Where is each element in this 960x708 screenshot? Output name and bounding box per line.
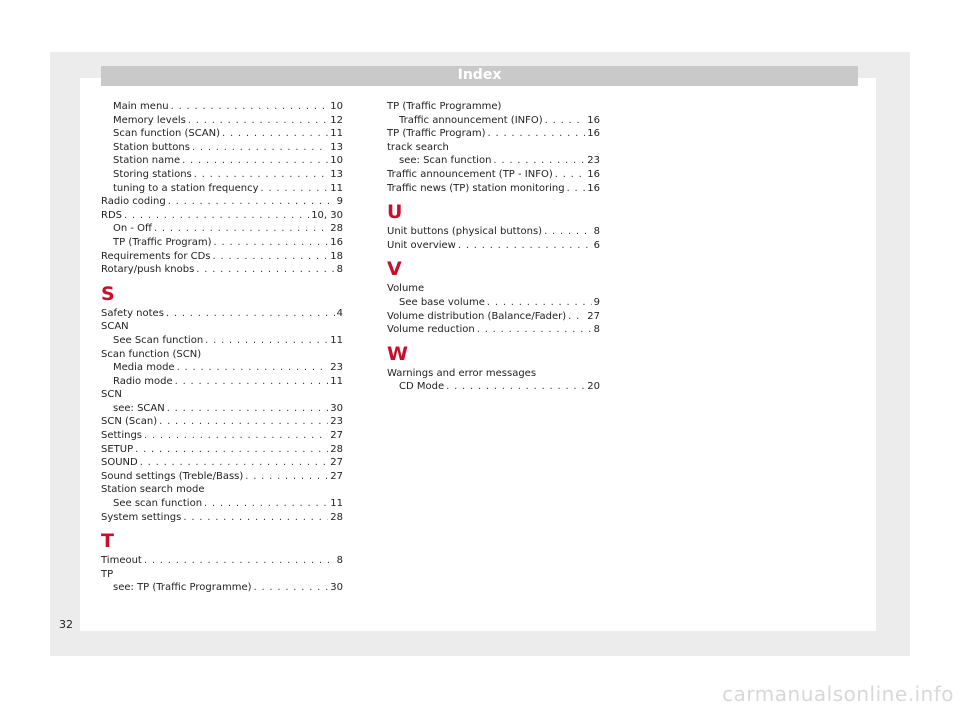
- index-entry[interactable]: [387, 154, 600, 168]
- index-entry[interactable]: [101, 307, 343, 321]
- index-entry[interactable]: [101, 209, 343, 223]
- index-entry-page: 16: [330, 236, 343, 248]
- index-entry[interactable]: [101, 222, 343, 236]
- index-entry[interactable]: [101, 114, 343, 128]
- index-entry-label: Safety notes: [101, 307, 164, 319]
- index-entry[interactable]: [101, 375, 343, 389]
- index-entry-label: TP (Traffic Program): [387, 128, 486, 140]
- index-entry[interactable]: [101, 168, 343, 182]
- index-entry-label: tuning to a station frequency: [113, 182, 259, 194]
- leader-dots: [168, 195, 335, 209]
- leader-dots: [568, 310, 585, 324]
- leader-dots: [204, 497, 328, 511]
- index-heading: Volume: [387, 283, 425, 295]
- index-entry-label: SOUND: [101, 457, 138, 469]
- index-entry[interactable]: [101, 443, 343, 457]
- index-entry-page: 11: [330, 375, 343, 387]
- leader-dots: [245, 470, 328, 484]
- leader-dots: [254, 581, 329, 595]
- index-entry[interactable]: [101, 470, 343, 484]
- index-entry[interactable]: [101, 141, 343, 155]
- index-entry-label: RDS: [101, 209, 122, 221]
- leader-dots: [544, 225, 592, 239]
- leader-dots: [140, 456, 329, 470]
- leader-dots: [205, 334, 328, 348]
- index-entry-page: 30: [330, 582, 343, 594]
- index-entry-page: 16: [587, 168, 600, 180]
- index-entry-page: 10, 30: [311, 209, 343, 221]
- index-entry-page: 10: [330, 155, 343, 167]
- index-entry-label: Storing stations: [113, 168, 192, 180]
- leader-dots: [192, 141, 328, 155]
- leader-dots: [183, 511, 328, 525]
- leader-dots: [144, 429, 328, 443]
- leader-dots: [194, 168, 329, 182]
- leader-dots: [135, 443, 328, 457]
- leader-dots: [567, 182, 586, 196]
- index-column-right: [387, 100, 600, 394]
- leader-dots: [493, 154, 585, 168]
- header-bar: [101, 66, 858, 86]
- index-entry-label: Unit buttons (physical buttons): [387, 226, 543, 238]
- index-entry[interactable]: [101, 429, 343, 443]
- index-entry-label: Rotary/push knobs: [101, 264, 195, 276]
- index-entry[interactable]: [387, 239, 600, 253]
- index-entry-label: Radio coding: [101, 196, 166, 208]
- index-entry-label: Scan function (SCAN): [113, 128, 220, 140]
- index-entry[interactable]: [387, 127, 600, 141]
- index-entry-page: 9: [336, 196, 343, 208]
- index-entry-label: see: Scan function: [399, 155, 492, 167]
- index-entry[interactable]: [387, 380, 600, 394]
- leader-dots: [446, 380, 585, 394]
- leader-dots: [166, 307, 335, 321]
- leader-dots: [188, 114, 328, 128]
- index-entry-page: 28: [330, 223, 343, 235]
- index-entry[interactable]: [101, 456, 343, 470]
- index-entry-page: 23: [330, 362, 343, 374]
- page-number: 32: [59, 618, 73, 631]
- index-entry-page: 27: [330, 457, 343, 469]
- index-section-letter: W: [387, 342, 408, 365]
- watermark: carmanualsonline.info: [722, 682, 954, 706]
- index-entry[interactable]: [101, 127, 343, 141]
- leader-dots: [177, 361, 329, 375]
- index-heading: SCAN: [101, 321, 129, 333]
- index-entry-label: Volume distribution (Balance/Fader): [387, 310, 567, 322]
- index-entry-page: 23: [330, 416, 343, 428]
- index-entry[interactable]: [387, 168, 600, 182]
- leader-dots: [154, 222, 328, 236]
- index-entry-label: SETUP: [101, 443, 134, 455]
- index-entry-label: See Scan function: [113, 334, 204, 346]
- index-heading: Warnings and error messages: [387, 367, 537, 379]
- index-entry[interactable]: [101, 250, 343, 264]
- index-entry-page: 8: [593, 226, 600, 238]
- index-entry[interactable]: [101, 182, 343, 196]
- index-entry-label: CD Mode: [399, 381, 445, 393]
- index-entry-label: SCN (Scan): [101, 416, 158, 428]
- index-entry-label: Main menu: [113, 101, 169, 112]
- index-entry-label: Station buttons: [113, 141, 190, 153]
- index-entry[interactable]: [387, 225, 600, 239]
- index-entry-page: 11: [330, 182, 343, 194]
- index-entry[interactable]: [101, 361, 343, 375]
- leader-dots: [545, 114, 586, 128]
- index-entry-label: Traffic announcement (INFO): [399, 114, 543, 126]
- index-entry-label: Requirements for CDs: [101, 250, 211, 262]
- index-entry-label: Unit overview: [387, 239, 456, 251]
- index-entry-page: 8: [336, 264, 343, 276]
- index-entry-label: See scan function: [113, 498, 203, 510]
- index-entry-label: Sound settings (Treble/Bass): [101, 470, 244, 482]
- index-entry-page: 8: [336, 555, 343, 567]
- index-entry[interactable]: [387, 296, 600, 310]
- index-entry[interactable]: [387, 114, 600, 128]
- index-entry[interactable]: [101, 195, 343, 209]
- index-entry-label: System settings: [101, 511, 182, 523]
- index-entry[interactable]: [101, 581, 343, 595]
- index-entry-page: 13: [330, 168, 343, 180]
- leader-dots: [175, 375, 329, 389]
- index-entry[interactable]: [101, 497, 343, 511]
- index-entry[interactable]: [387, 182, 600, 196]
- index-entry-page: 10: [330, 101, 343, 112]
- leader-dots: [487, 296, 592, 310]
- leader-dots: [555, 168, 586, 182]
- index-entry-page: 8: [593, 324, 600, 336]
- index-heading: TP (Traffic Programme): [387, 101, 502, 112]
- leader-dots: [196, 263, 334, 277]
- index-entry-page: 20: [587, 381, 600, 393]
- index-entry-page: 27: [587, 310, 600, 322]
- index-entry[interactable]: [101, 402, 343, 416]
- index-entry-label: Timeout: [101, 555, 142, 567]
- leader-dots: [488, 127, 586, 141]
- index-entry-label: Station name: [113, 155, 181, 167]
- index-entry[interactable]: [101, 263, 343, 277]
- index-entry-label: Memory levels: [113, 114, 186, 126]
- index-entry-page: 4: [336, 307, 343, 319]
- index-entry-label: Radio mode: [113, 375, 173, 387]
- index-entry-page: 27: [330, 470, 343, 482]
- index-entry[interactable]: [101, 236, 343, 250]
- index-entry-label: TP (Traffic Program): [113, 236, 212, 248]
- leader-dots: [214, 236, 329, 250]
- index-entry-page: 11: [330, 498, 343, 510]
- leader-dots: [171, 100, 329, 114]
- leader-dots: [222, 127, 328, 141]
- index-entry-page: 9: [593, 296, 600, 308]
- index-entry-label: On - Off: [113, 223, 152, 235]
- index-entry-page: 13: [330, 141, 343, 153]
- index-entry[interactable]: [101, 334, 343, 348]
- index-column-left: [101, 100, 343, 595]
- page-title: Index: [457, 67, 502, 83]
- index-entry-page: 28: [330, 511, 343, 523]
- index-heading: track search: [387, 141, 449, 153]
- index-entry-page: 18: [330, 250, 343, 262]
- index-entry[interactable]: [387, 323, 600, 337]
- leader-dots: [159, 415, 328, 429]
- leader-dots: [261, 182, 329, 196]
- index-entry-label: Traffic news (TP) station monitoring: [387, 182, 565, 194]
- index-entry[interactable]: [101, 154, 343, 168]
- leader-dots: [144, 554, 335, 568]
- index-entry-page: 28: [330, 443, 343, 455]
- index-entry[interactable]: [101, 415, 343, 429]
- index-section-letter: V: [387, 258, 402, 281]
- index-entry[interactable]: [101, 554, 343, 568]
- index-entry-label: Media mode: [113, 362, 175, 374]
- index-entry-page: 30: [330, 402, 343, 414]
- index-entry-label: Traffic announcement (TP - INFO): [387, 168, 553, 180]
- index-entry-label: See base volume: [399, 296, 485, 308]
- leader-dots: [477, 323, 592, 337]
- index-heading: Station search mode: [101, 484, 205, 496]
- leader-dots: [458, 239, 592, 253]
- index-entry[interactable]: [101, 511, 343, 525]
- leader-dots: [167, 402, 329, 416]
- index-entry-page: 16: [587, 182, 600, 194]
- index-entry[interactable]: [101, 100, 343, 114]
- index-entry-page: 6: [593, 239, 600, 251]
- index-entry-page: 11: [330, 334, 343, 346]
- index-section-letter: S: [101, 282, 115, 305]
- index-entry-page: 23: [587, 155, 600, 167]
- index-section-letter: U: [387, 201, 403, 224]
- index-entry-label: Volume reduction: [387, 324, 475, 336]
- index-entry-page: 16: [587, 128, 600, 140]
- index-entry-page: 27: [330, 430, 343, 442]
- index-entry-page: 16: [587, 114, 600, 126]
- index-section-letter: T: [101, 530, 114, 553]
- index-heading: Scan function (SCN): [101, 348, 202, 360]
- leader-dots: [182, 154, 328, 168]
- index-entry-label: Settings: [101, 430, 143, 442]
- index-entry-page: 11: [330, 128, 343, 140]
- leader-dots: [124, 209, 309, 223]
- index-entry-label: see: TP (Traffic Programme): [113, 582, 252, 594]
- leader-dots: [213, 250, 329, 264]
- index-heading: SCN: [101, 389, 122, 401]
- index-heading: TP: [101, 568, 114, 580]
- index-entry-label: see: SCAN: [113, 402, 165, 414]
- index-entry[interactable]: [387, 310, 600, 324]
- index-entry-page: 12: [330, 114, 343, 126]
